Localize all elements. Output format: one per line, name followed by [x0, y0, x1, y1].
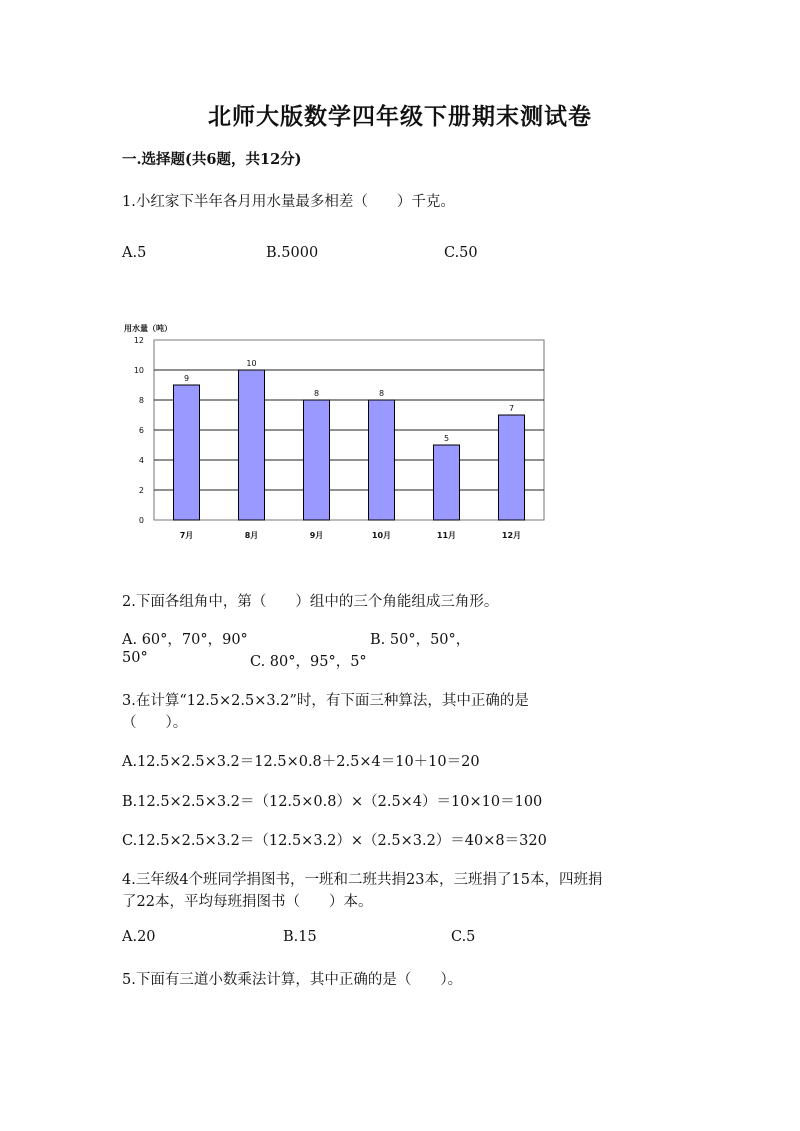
- x-tick-label: 10月: [371, 531, 392, 540]
- question-1-stem: 1.小红家下半年各月用水量最多相差（ ）千克。: [122, 194, 455, 210]
- q4-option-a[interactable]: A.20: [122, 929, 156, 945]
- bar: [434, 445, 460, 520]
- x-tick-label: 9月: [309, 531, 324, 540]
- question-4-stem-line2: 了22本，平均每班捐图书（ ）本。: [122, 894, 373, 910]
- x-tick-label: 11月: [436, 531, 457, 540]
- y-tick-label: 10: [133, 366, 144, 375]
- bar: [499, 415, 525, 520]
- q3-option-c[interactable]: C.12.5×2.5×3.2＝（12.5×3.2）×（2.5×3.2）＝40×8＝320: [122, 833, 547, 849]
- bar: [174, 385, 200, 520]
- y-tick-label: 4: [138, 456, 144, 465]
- q2-option-b-continued: 50°: [122, 650, 148, 666]
- q2-option-b[interactable]: B. 50°，50°，: [370, 632, 471, 648]
- question-3-stem-line1: 3.在计算“12.5×2.5×3.2”时，有下面三种算法，其中正确的是: [122, 693, 529, 709]
- question-4-stem-line1: 4.三年级4个班同学捐图书，一班和二班共捐23本，三班捐了15本，四班捐: [122, 872, 603, 888]
- chart-ylabel: 用水量（吨）: [124, 324, 172, 333]
- y-tick-label: 0: [138, 516, 144, 525]
- bar: [369, 400, 395, 520]
- q4-option-b[interactable]: B.15: [283, 929, 317, 945]
- data-label: 9: [183, 374, 190, 383]
- data-label: 8: [313, 389, 320, 398]
- q2-option-c[interactable]: C. 80°，95°，5°: [250, 654, 367, 670]
- q1-option-a[interactable]: A.5: [122, 245, 147, 261]
- q1-option-c[interactable]: C.50: [444, 245, 478, 261]
- question-5-stem: 5.下面有三道小数乘法计算，其中正确的是（ ）。: [122, 972, 463, 988]
- question-3-stem-line2: （ ）。: [122, 715, 188, 731]
- x-tick-label: 12月: [501, 531, 522, 540]
- water-usage-bar-chart: [122, 320, 562, 550]
- q3-option-b[interactable]: B.12.5×2.5×3.2＝（12.5×0.8）×（2.5×4）＝10×10＝100: [122, 794, 543, 810]
- chart-gridlines: [154, 340, 544, 520]
- bar: [239, 370, 265, 520]
- y-tick-label: 6: [138, 426, 144, 435]
- section-heading: 一.选择题(共6题，共12分): [122, 151, 302, 168]
- y-tick-label: 12: [133, 336, 144, 345]
- y-tick-label: 2: [138, 486, 144, 495]
- q1-option-b[interactable]: B.5000: [266, 245, 319, 261]
- q4-option-c[interactable]: C.5: [451, 929, 476, 945]
- q2-option-a[interactable]: A. 60°，70°，90°: [122, 632, 248, 648]
- x-tick-label: 7月: [179, 531, 194, 540]
- data-label: 10: [246, 359, 257, 368]
- data-label: 7: [508, 404, 515, 413]
- data-label: 8: [378, 389, 385, 398]
- x-tick-label: 8月: [244, 531, 259, 540]
- bar: [304, 400, 330, 520]
- y-tick-label: 8: [138, 396, 144, 405]
- page-title: 北师大版数学四年级下册期末测试卷: [208, 103, 592, 130]
- data-label: 5: [443, 434, 450, 443]
- q3-option-a[interactable]: A.12.5×2.5×3.2＝12.5×0.8＋2.5×4＝10＋10＝20: [122, 754, 480, 770]
- question-2-stem: 2.下面各组角中，第（ ）组中的三个角能组成三角形。: [122, 594, 499, 610]
